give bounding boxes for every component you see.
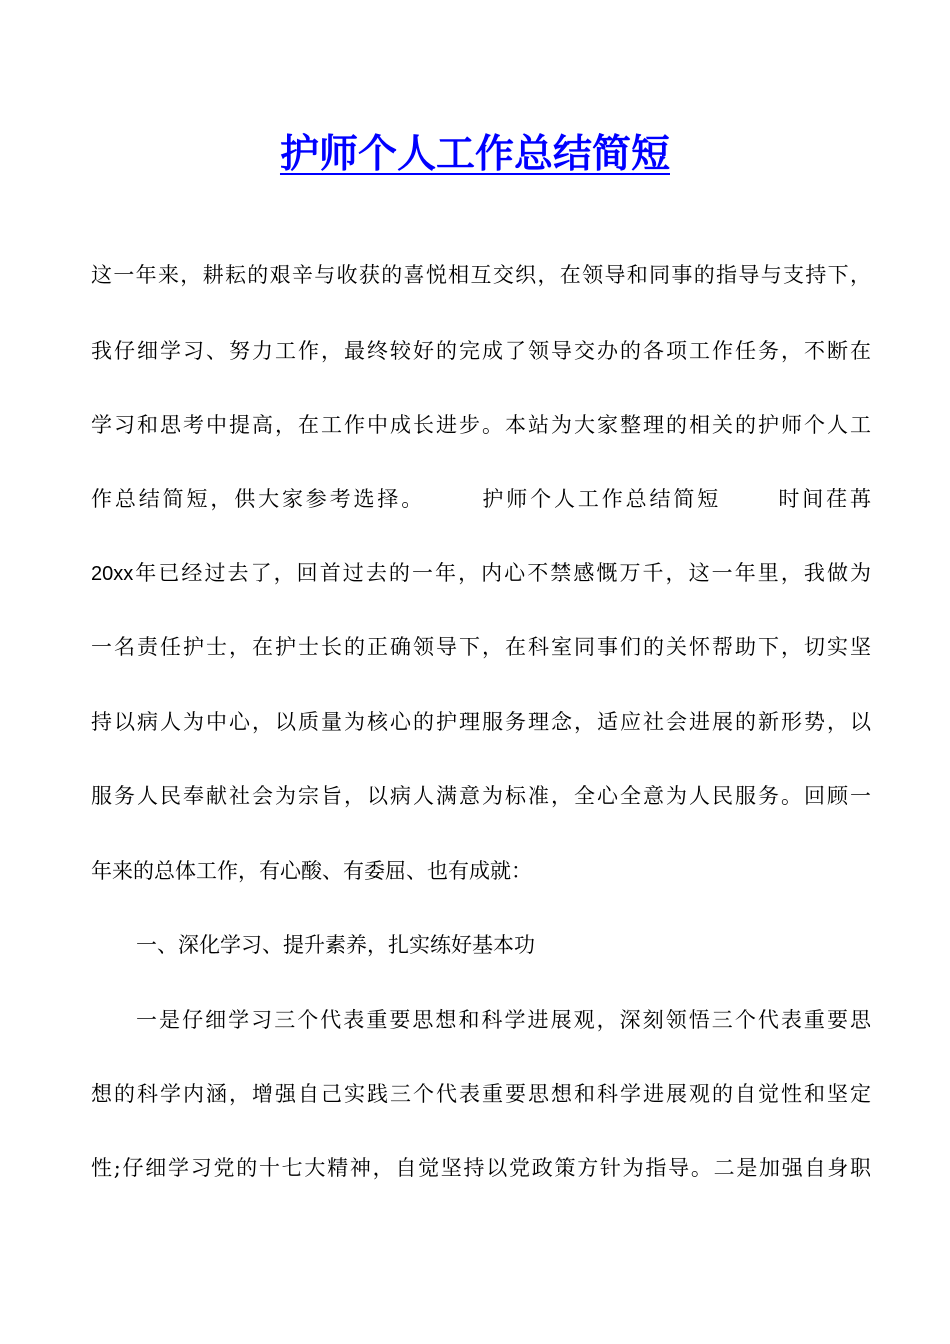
paragraph-line-13: 性;仔细学习党的十七大精神，自觉坚持以党政策方针为指导。二是加强自身职 <box>91 1156 871 1180</box>
paragraph-line-5 <box>91 553 871 593</box>
paragraph-line-4-text: 作总结简短，供大家参考选择。 护师个人工作总结简短 时间荏苒 <box>91 487 871 511</box>
paragraph-line-12: 想的科学内涵，增强自己实践三个代表重要思想和科学进展观的自觉性和坚定 <box>91 1082 871 1106</box>
paragraph-line-1: 这一年来，耕耘的艰辛与收获的喜悦相互交织，在领导和同事的指导与支持下， <box>91 263 871 287</box>
paragraph-line-11: 一是仔细学习三个代表重要思想和科学进展观，深刻领悟三个代表重要思 <box>136 1008 871 1032</box>
paragraph-line-5-text: 年已经过去了，回首过去的一年，内心不禁感慨万千，这一年里，我做为 <box>133 561 871 585</box>
paragraph-line-8: 服务人民奉献社会为宗旨，以病人满意为标准，全心全意为人民服务。回顾一 <box>91 784 871 808</box>
paragraph-line-9: 年来的总体工作，有心酸、有委屈、也有成就： <box>91 859 532 883</box>
paragraph-line-3: 学习和思考中提高，在工作中成长进步。本站为大家整理的相关的护师个人工 <box>91 413 871 437</box>
paragraph-line-4 <box>91 479 871 519</box>
section-heading-1: 一、深化学习、提升素养，扎实练好基本功 <box>136 933 535 957</box>
year-prefix: 20xx <box>91 563 134 585</box>
paragraph-line-7: 持以病人为中心，以质量为核心的护理服务理念，适应社会进展的新形势，以 <box>91 710 871 734</box>
paragraph-line-2: 我仔细学习、努力工作，最终较好的完成了领导交办的各项工作任务，不断在 <box>91 339 871 363</box>
document-title: 护师个人工作总结简短 <box>279 131 670 177</box>
paragraph-line-6: 一名责任护士，在护士长的正确领导下，在科室同事们的关怀帮助下，切实坚 <box>91 635 871 659</box>
